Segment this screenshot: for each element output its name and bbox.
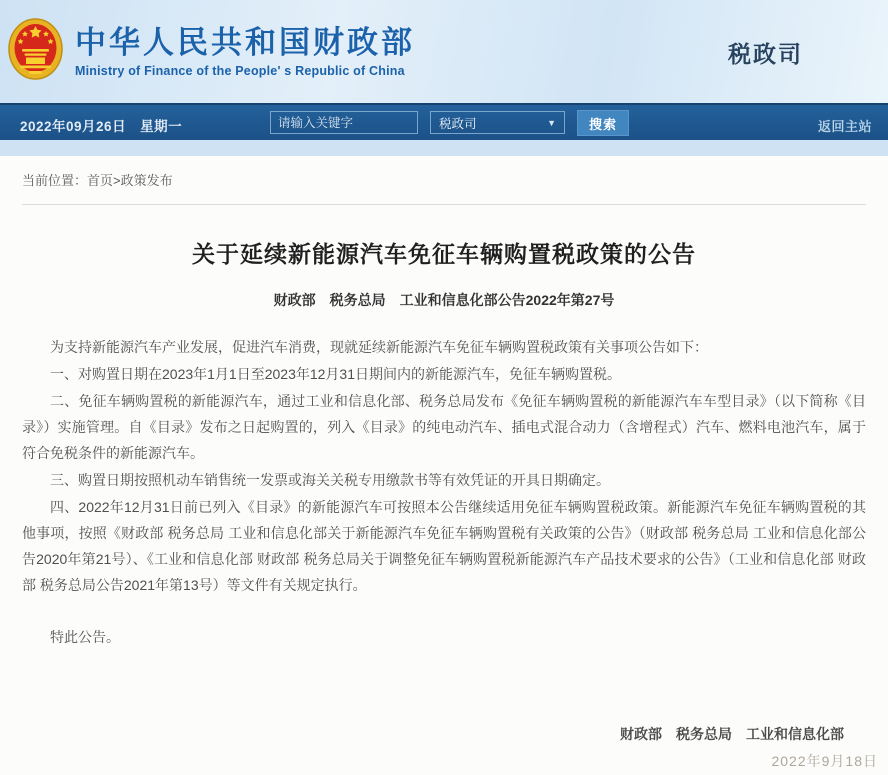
breadcrumb [22,170,866,205]
site-header [0,0,888,103]
nav-bottom-strip [0,140,888,156]
nav-bar [0,103,888,140]
paragraph: 三、购置日期按照机动车销售统一发票或海关关税专用缴款书等有效凭证的开具日期确定。 [50,472,610,488]
search-button[interactable]: 搜索 [577,110,629,136]
breadcrumb-home-link[interactable]: 首页 [87,173,114,188]
paragraph: 一、对购置日期在2023年1月1日至2023年12月31日期间内的新能源汽车，免征车辆购置税。 [50,366,622,382]
paragraph: 为支持新能源汽车产业发展，促进汽车消费，现就延续新能源汽车免征车辆购置税政策有关事项公告如下： [50,339,708,355]
site-title: 中华人民共和国财政部 [75,25,415,61]
document-closing: 特此公告。 [50,629,120,645]
brand-block [75,25,415,78]
chevron-down-icon: ▼ [547,117,556,128]
breadcrumb-prefix: 当前位置： [22,173,88,188]
content-area [0,156,888,775]
current-date: 2022年09月26日 星期一 [20,119,183,134]
watermark-date: 2022年9月18日 [771,753,878,769]
department-name: 税政司 [728,41,803,67]
document-paragraphs [22,334,866,598]
site-subtitle-en: Ministry of Finance of the People' s Republic of China [75,63,405,78]
return-home-link[interactable]: 返回主站 [817,119,872,134]
search-input[interactable] [270,111,418,134]
national-emblem-icon [8,18,63,87]
department-select-value: 税政司 [439,116,477,131]
paragraph: 二、免征车辆购置税的新能源汽车，通过工业和信息化部、税务总局发布《免征车辆购置税的新能源汽车车型目录》（以下简称《目录》）实施管理。自《目录》发布之日起购置的，列入《目录》的纯电动汽车、插电式混合动力（含增程式）汽车、燃料电池汽车，属于符合免税条件的新能源汽车。 [22,393,866,461]
breadcrumb-section-link[interactable]: 政策发布 [120,173,173,188]
department-select[interactable] [430,111,565,134]
document-signature: 财政部 税务总局 工业和信息化部 [620,726,844,742]
paragraph: 四、2022年12月31日前已列入《目录》的新能源汽车可按照本公告继续适用免征车辆购置税政策。新能源汽车免征车辆购置税的其他事项，按照《财政部 税务总局 工业和信息化部关于新能源汽车免征车辆购置税有关政策的公告》（财政部 税务总局 工业和信息化部公告2020年第21号）、《工业和信息化部 财政部 税务总局关于调整免征车辆购置税新能源汽车产品技术要求的公告》（工业和信息化部 财政部 税务总局公告2021年第13号）等文件有关规定执行。 [22,499,866,593]
document-number: 财政部 税务总局 工业和信息化部公告2022年第27号 [273,292,615,308]
breadcrumb-separator: > [113,173,121,188]
document-title: 关于延续新能源汽车免征车辆购置税政策的公告 [192,241,696,267]
